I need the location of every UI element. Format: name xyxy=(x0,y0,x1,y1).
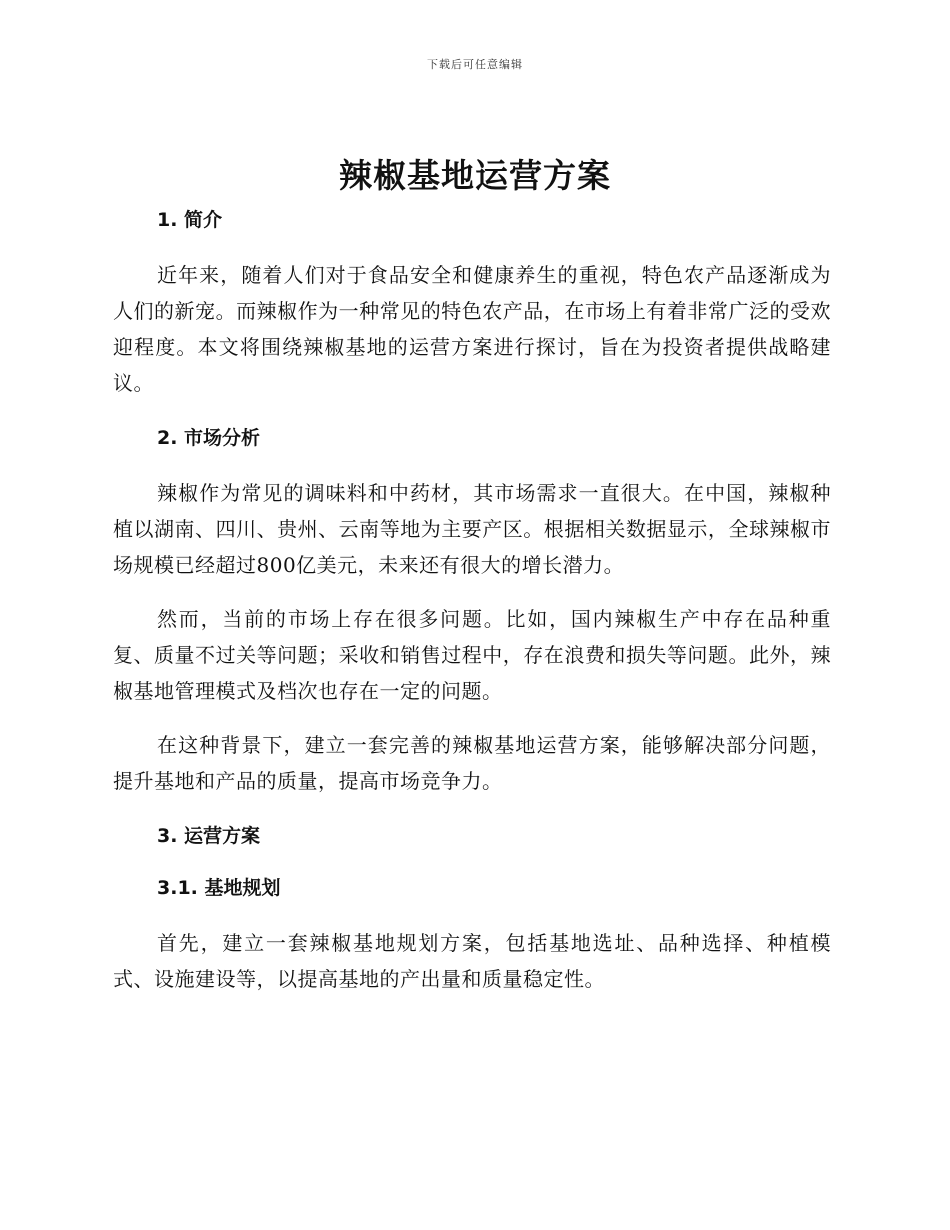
subsection-heading-planning: 3.1. 基地规划 xyxy=(157,877,281,899)
paragraph-market-1: 辣椒作为常见的调味料和中药材，其市场需求一直很大。在中国，辣椒种植以湖南、四川、贵州、云南等地为主要产区。根据相关数据显示，全球辣椒市场规模已经超过800亿美元，未来还有很大的增长潜力。 xyxy=(113,481,831,577)
section-heading-operation: 3. 运营方案 xyxy=(157,825,261,847)
paragraph-market-3: 在这种背景下，建立一套完善的辣椒基地运营方案，能够解决部分问题，提升基地和产品的质量，提高市场竞争力。 xyxy=(113,733,831,793)
paragraph-planning: 首先，建立一套辣椒基地规划方案，包括基地选址、品种选择、种植模式、设施建设等，以提高基地的产出量和质量稳定性。 xyxy=(113,931,831,991)
paragraph-intro: 近年来，随着人们对于食品安全和健康养生的重视，特色农产品逐渐成为人们的新宠。而辣椒作为一种常见的特色农产品，在市场上有着非常广泛的受欢迎程度。本文将围绕辣椒基地的运营方案进行探讨，旨在为投资者提供战略建议。 xyxy=(113,263,831,395)
page-title: 辣椒基地运营方案 xyxy=(339,156,611,195)
section-heading-market: 2. 市场分析 xyxy=(157,427,261,449)
paragraph-market-2: 然而，当前的市场上存在很多问题。比如，国内辣椒生产中存在品种重复、质量不过关等问题；采收和销售过程中，存在浪费和损失等问题。此外，辣椒基地管理模式及档次也存在一定的问题。 xyxy=(113,607,831,703)
document-body xyxy=(113,205,831,997)
section-heading-intro: 1. 简介 xyxy=(157,209,223,231)
header-note: 下载后可任意编辑 xyxy=(427,58,523,71)
